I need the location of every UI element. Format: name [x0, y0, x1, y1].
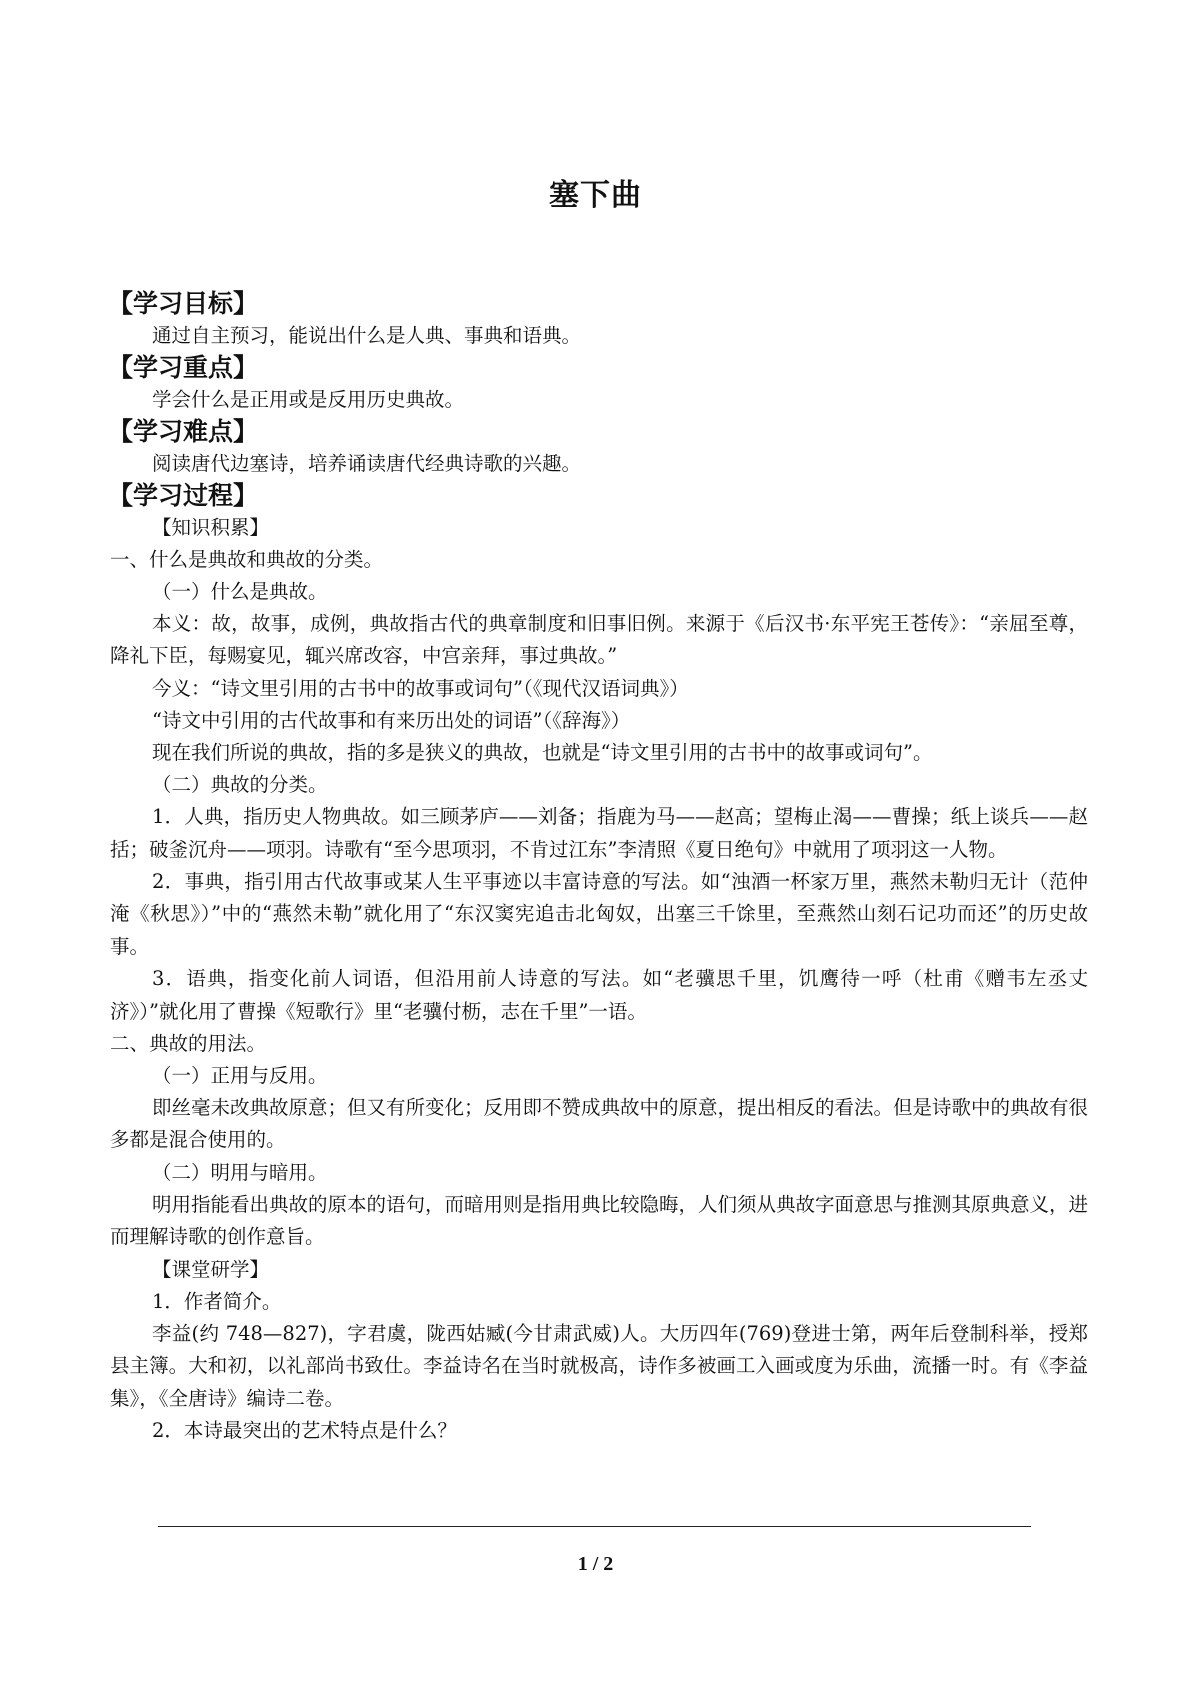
question-1: 1．作者简介。	[152, 1289, 282, 1313]
knowledge-label: 【知识积累】	[152, 516, 270, 539]
paragraph-original-meaning: 本义：故，故事，成例，典故指古代的典章制度和旧事旧例。来源于《后汉书·东平宪王苍传》：“亲屈至尊，降礼下臣，每赐宴见，辄兴席改容，中宫亲拜，事过典故。”	[110, 612, 1088, 668]
paragraph-author-bio: 李益(约 748—827)，字君虞，陇西姑臧(今甘肃武威)人。大历四年(769)登进士第，两年后登制科举，授郑县主簿。大和初，以礼部尚书致仕。李益诗名在当时就极高，诗作多被画工入画或度为乐曲，流播一时。有《李益集》，《全唐诗》编诗二卷。	[110, 1321, 1088, 1410]
page-number: 1 / 2	[577, 1553, 614, 1575]
part2-sub1: （一）正用与反用。	[152, 1064, 328, 1088]
paragraph-event-allusion: 2．事典，指引用古代故事或某人生平事迹以丰富诗意的写法。如“浊酒一杯家万里，燕然未勒归无计（范仲淹《秋思》）”中的“燕然未勒”就化用了“东汉窦宪追击北匈奴，出塞三千馀里，至燕然山刻石记功而还”的历史故事。	[110, 870, 1088, 958]
focus-text: 学会什么是正用或是反用历史典故。	[152, 388, 465, 411]
paragraph-direct-reverse: 即丝毫未改典故原意；但又有所变化；反用即不赞成典故中的原意，提出相反的看法。但是诗歌中的典故有很多都是混合使用的。	[110, 1096, 1089, 1152]
section-heading-difficulty: 【学习难点】	[108, 417, 259, 446]
goal-text: 通过自主预习，能说出什么是人典、事典和语典。	[152, 324, 582, 347]
question-2: 2．本诗最突出的艺术特点是什么？	[152, 1418, 457, 1442]
part1-sub2: （二）典故的分类。	[152, 773, 328, 797]
document-body	[110, 288, 1088, 1447]
part2-sub2: （二）明用与暗用。	[152, 1160, 328, 1184]
part1-sub1: （一）什么是典故。	[152, 580, 328, 603]
class-study-label: 【课堂研学】	[152, 1257, 270, 1281]
paragraph-person-allusion: 1．人典，指历史人物典故。如三顾茅庐——刘备；指鹿为马——赵高；望梅止渴——曹操；纸上谈兵——赵括；破釜沉舟——项羽。诗歌有“至今思项羽，不肯过江东”李清照《夏日绝句》中就用了项羽这一人物。	[110, 805, 1088, 861]
page-title: 塞下曲	[549, 178, 642, 213]
difficulty-text: 阅读唐代边塞诗，培养诵读唐代经典诗歌的兴趣。	[152, 452, 582, 475]
section-heading-goal: 【学习目标】	[108, 289, 259, 318]
paragraph-modern-meaning: 今义：“诗文里引用的古书中的故事或词句”（《现代汉语词典》）	[152, 676, 689, 700]
paragraph-cihai: “诗文中引用的古代故事和有来历出处的词语”（《辞海》）	[152, 708, 631, 732]
footer-divider	[158, 1526, 1031, 1527]
paragraph-phrase-allusion: 3．语典，指变化前人词语，但沿用前人诗意的写法。如“老骥思千里，饥鹰待一呼（杜甫《赠韦左丞丈济》）”就化用了曹操《短歌行》里“老骥付枥，志在千里”一语。	[110, 967, 1088, 1023]
section-heading-process: 【学习过程】	[108, 481, 259, 510]
section-heading-focus: 【学习重点】	[108, 353, 259, 382]
part1-title: 一、什么是典故和典故的分类。	[110, 548, 384, 571]
paragraph-narrow-meaning: 现在我们所说的典故，指的多是狭义的典故，也就是“诗文里引用的古书中的故事或词句”。	[152, 740, 933, 764]
paragraph-explicit-implicit: 明用指能看出典故的原本的语句，而暗用则是指用典比较隐晦，人们须从典故字面意思与推测其原典意义，进而理解诗歌的创作意旨。	[110, 1192, 1089, 1249]
part2-title: 二、典故的用法。	[110, 1032, 267, 1056]
